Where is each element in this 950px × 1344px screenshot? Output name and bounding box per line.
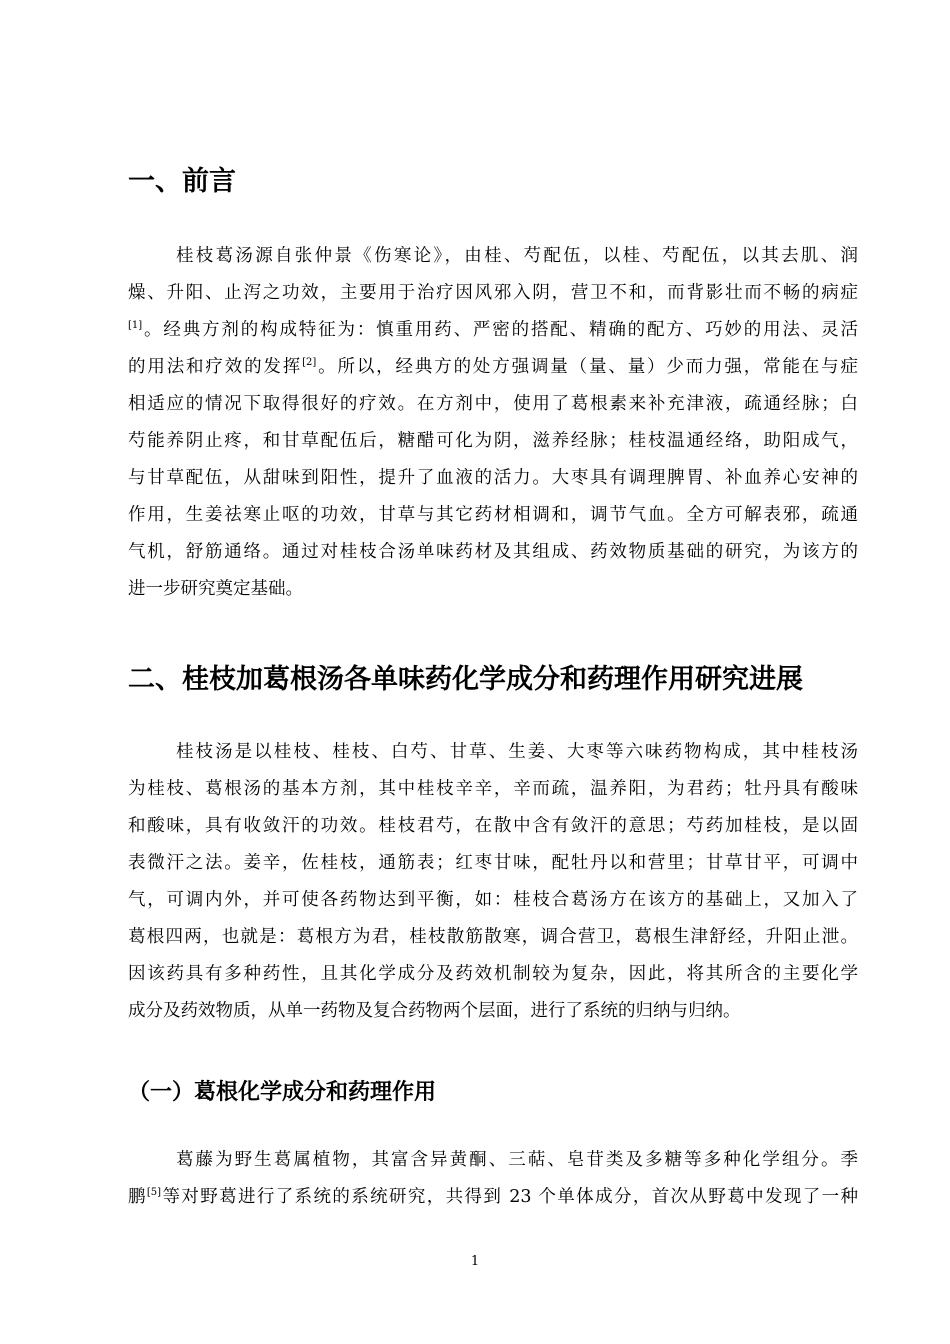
text-line: 桂枝葛汤源自张仲景《伤寒论》，由桂、芍配伍，以桂、芍配伍，以其去肌、润 — [176, 246, 858, 266]
text-line: 葛根四两，也就是：葛根方为君，桂枝散筋散寒，调合营卫，葛根生津舒经，升阳止泄。 — [128, 927, 858, 947]
text-line — [128, 349, 858, 386]
text-line: 表微汗之法。姜辛，佐桂枝，通筋表；红枣甘味，配牡丹以和营里；甘草甘平，可调中 — [128, 853, 858, 873]
citation-ref: [2] — [302, 357, 317, 369]
text-line: 因该药具有多种药性，且其化学成分及药效机制较为复杂，因此，将其所含的主要化学 — [128, 964, 858, 984]
text-line: 气，可调内外，并可使各药物达到平衡，如：桂枝合葛汤方在该方的基础上，又加入了 — [128, 890, 858, 910]
text-segment: 。经典方剂的构成特征为：慎重用药、严密的搭配、精确的配方、巧妙的用法、灵活 — [142, 320, 858, 340]
page-number: 1 — [470, 1254, 480, 1269]
text-line: 进一步研究奠定基础。 — [128, 579, 303, 599]
text-line: 和酸味，具有收敛汗的功效。桂枝君芍，在散中含有敛汗的意思；芍药加桂枝，是以固 — [128, 816, 858, 836]
text-line: 葛藤为野生葛属植物，其富含异黄酮、三萜、皂苷类及多糖等多种化学组分。季 — [176, 1150, 858, 1170]
text-line: 为桂枝、葛根汤的基本方剂，其中桂枝辛辛，辛而疏，温养阳，为君药；牡丹具有酸味 — [128, 779, 858, 799]
pueraria-paragraph — [128, 1142, 858, 1216]
text-segment: 等对野葛进行了系统的系统研究，共得到 23 个单体成分，首次从野葛中发现了一种 — [161, 1187, 858, 1207]
citation-ref: [5] — [146, 1187, 162, 1199]
text-line: 成分及药效物质，从单一药物及复合药物两个层面，进行了系统的归纳与归纳。 — [128, 1001, 741, 1021]
text-line — [128, 1179, 858, 1216]
citation-ref: [1] — [128, 320, 143, 332]
text-line: 气机，舒筋通络。通过对桂枝合汤单味药材及其组成、药效物质基础的研究，为该方的 — [128, 542, 858, 562]
subsection-heading-pueraria: （一）葛根化学成分和药理作用 — [128, 1080, 437, 1105]
text-line: 芍能养阴止疼，和甘草配伍后，糖醋可化为阴，滋养经脉；桂枝温通经络，助阳成气， — [128, 431, 858, 451]
research-progress-paragraph — [128, 734, 858, 1030]
text-line — [128, 312, 858, 349]
text-line: 相适应的情况下取得很好的疗效。在方剂中，使用了葛根素来补充津液，疏通经脉；白 — [128, 394, 858, 414]
text-line: 燥、升阳、止泻之功效，主要用于治疗因风邪入阴，营卫不和，而背影壮而不畅的病症 — [128, 283, 858, 303]
text-line: 作用，生姜祛寒止呕的功效，甘草与其它药材相调和，调节气血。全方可解表邪，疏通 — [128, 505, 858, 525]
section-heading-preface: 一、前言 — [128, 166, 236, 197]
text-segment: 。所以，经典方的处方强调量（量、量）少而力强，常能在与症 — [316, 357, 859, 377]
text-line: 桂枝汤是以桂枝、桂枝、白芍、甘草、生姜、大枣等六味药物构成，其中桂枝汤 — [176, 742, 858, 762]
preface-paragraph — [128, 238, 858, 608]
section-heading-research-progress: 二、桂枝加葛根汤各单味药化学成分和药理作用研究进展 — [128, 664, 803, 695]
text-segment: 的用法和疗效的发挥 — [128, 357, 303, 377]
text-line: 与甘草配伍，从甜味到阳性，提升了血液的活力。大枣具有调理脾胃、补血养心安神的 — [128, 468, 858, 488]
text-segment: 鹏 — [128, 1187, 147, 1207]
